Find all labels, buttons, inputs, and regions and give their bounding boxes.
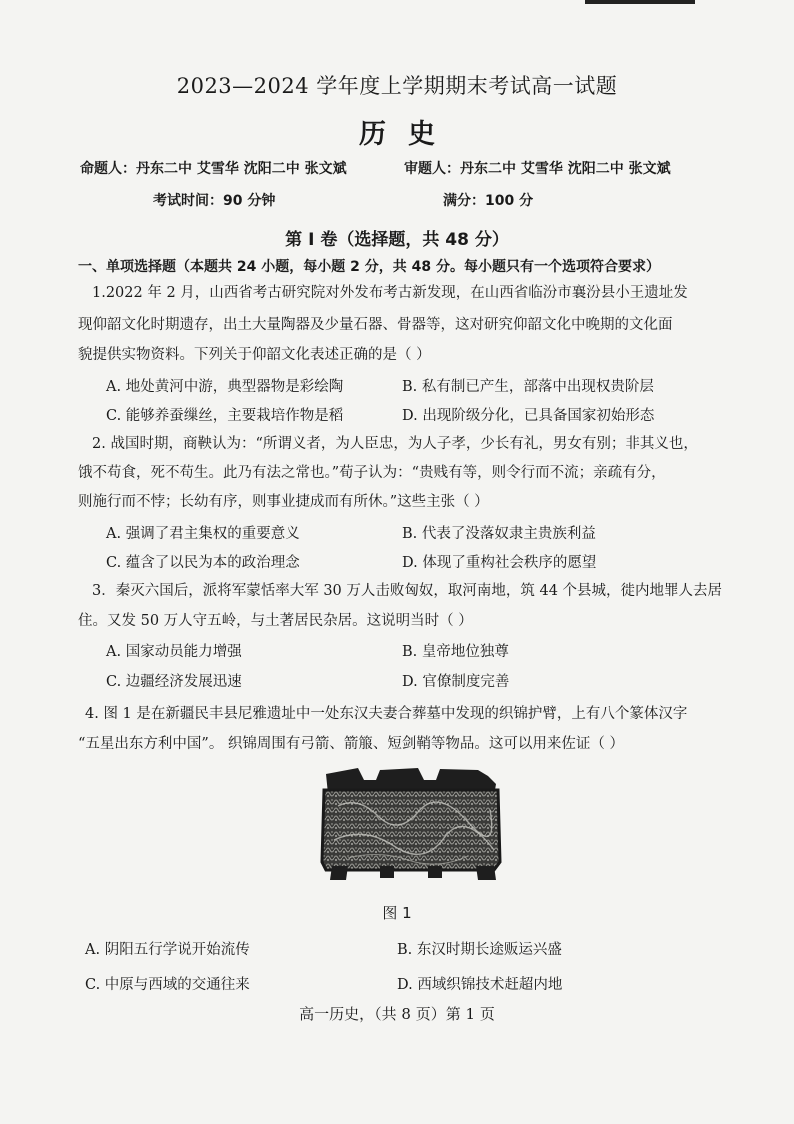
option-d: D. 西域织锦技术赶超内地 [397, 977, 563, 993]
question-line: 3．秦灭六国后，派将军蒙恬率大军 30 万人击败匈奴，取河南地，筑 44 个县城，徙内地罪人去居 [92, 583, 723, 599]
option-c: C. 中原与西域的交通往来 [85, 977, 250, 993]
option-b: B. 皇帝地位独尊 [402, 644, 509, 660]
reviewer-info: 审题人：丹东二中 艾雪华 沈阳二中 张文斌 [404, 161, 671, 177]
option-d: D. 官僚制度完善 [402, 674, 510, 690]
question-line: 1.2022 年 2 月，山西省考古研究院对外发布考古新发现，在山西省临汾市襄汾县小王遗址发 [92, 285, 688, 301]
section-title: 一、单项选择题（本题共 24 小题，每小题 2 分，共 48 分。每小题只有一个选项符合要求） [78, 259, 660, 275]
option-c: C. 边疆经济发展迅速 [106, 674, 242, 690]
part-title: 第 I 卷（选择题，共 48 分） [285, 230, 509, 250]
exam-time: 考试时间：90 分钟 [153, 193, 276, 209]
setter-info: 命题人：丹东二中 艾雪华 沈阳二中 张文斌 [80, 161, 347, 177]
question-line: “五星出东方利中国”。 织锦周围有弓箭、箭箙、短剑鞘等物品。这可以用来佐证（ ） [78, 736, 625, 752]
question-line: 住。又发 50 万人守五岭，与土著居民杂居。这说明当时（ ） [78, 613, 473, 629]
question-line: 则施行而不悖；长幼有序，则事业捷成而有所休。”这些主张（ ） [78, 494, 489, 510]
option-b: B. 私有制已产生，部落中出现权贵阶层 [402, 379, 654, 395]
question-line: 4. 图 1 是在新疆民丰县尼雅遗址中一处东汉夫妻合葬墓中发现的织锦护臂，上有八个篆体汉字 [85, 706, 688, 722]
option-a: A. 阴阳五行学说开始流传 [85, 942, 250, 958]
option-a: A. 地处黄河中游，典型器物是彩绘陶 [106, 379, 344, 395]
scan-mark [585, 0, 695, 4]
question-line: 饿不苟食，死不苟生。此乃有法之常也。”荀子认为：“贵贱有等，则令行而不流；亲疏有分， [78, 465, 666, 481]
question-line: 貌提供实物资料。下列关于仰韶文化表述正确的是（ ） [78, 347, 431, 363]
option-d: D. 体现了重构社会秩序的愿望 [402, 555, 597, 571]
page-footer: 高一历史，（共 8 页）第 1 页 [299, 1005, 495, 1023]
question-line: 现仰韶文化时期遗存，出土大量陶器及少量石器、骨器等，这对研究仰韶文化中晚期的文化面 [78, 317, 673, 333]
figure-caption: 图 1 [382, 904, 412, 922]
option-a: A. 国家动员能力增强 [106, 644, 242, 660]
option-a: A. 强调了君主集权的重要意义 [106, 526, 300, 542]
option-d: D. 出现阶级分化，已具备国家初始形态 [402, 408, 655, 424]
full-score: 满分：100 分 [443, 193, 534, 209]
brocade-armguard-image [318, 766, 504, 882]
option-c: C. 能够养蚕缫丝，主要栽培作物是稻 [106, 408, 344, 424]
question-line: 2. 战国时期，商鞅认为：“所谓义者，为人臣忠，为人子孝，少长有礼，男女有别；非其义也， [92, 436, 698, 452]
subject-title: 历史 [359, 119, 457, 150]
exam-title: 2023—2024 学年度上学期期末考试高一试题 [176, 74, 618, 98]
option-b: B. 东汉时期长途贩运兴盛 [397, 942, 562, 958]
option-c: C. 蕴含了以民为本的政治理念 [106, 555, 300, 571]
option-b: B. 代表了没落奴隶主贵族利益 [402, 526, 596, 542]
